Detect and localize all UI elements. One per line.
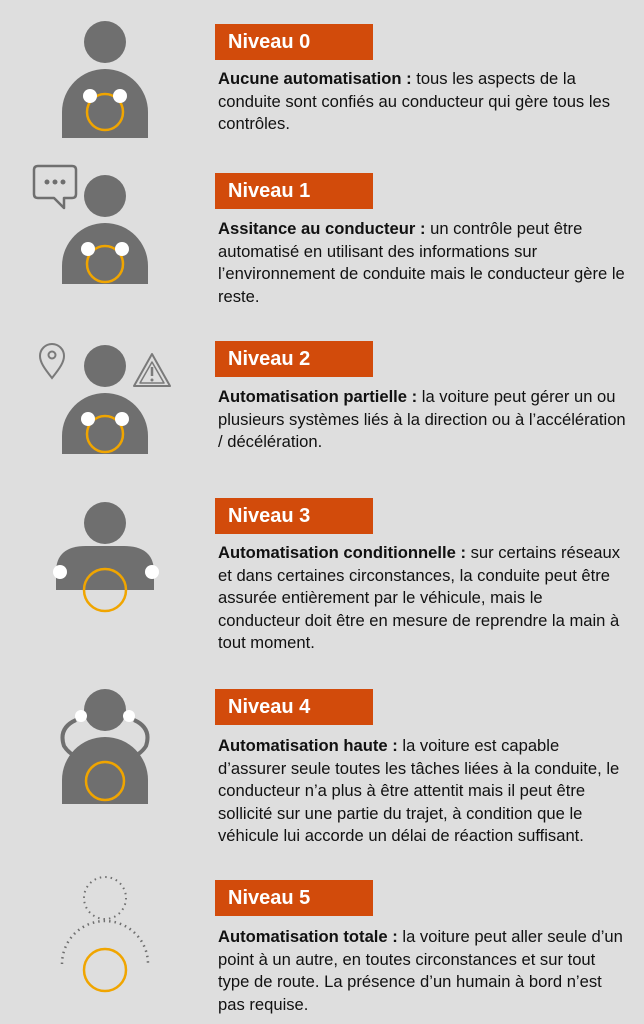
level-term: Automatisation partielle : xyxy=(218,387,418,406)
level-term: Assitance au conducteur : xyxy=(218,219,426,238)
level-badge: Niveau 2 xyxy=(215,341,373,377)
driver-hands-on-wheel-illustration xyxy=(30,160,190,300)
level-description xyxy=(218,68,628,136)
chat-bubble-icon xyxy=(34,166,76,208)
level-term: Automatisation haute : xyxy=(218,736,398,755)
warning-icon xyxy=(134,354,170,386)
level-description xyxy=(218,386,628,454)
level-description xyxy=(218,735,628,848)
level-text: la voiture est capable d’assurer seule toutes les tâches liées à la conduite, le conducteur n’a plus à être attentit mais il peut être sollicité sur une partie du trajet, à condition que le véhicule lui accorde un délai de réaction suffisant. xyxy=(218,736,620,845)
level-text: la voiture peut gérer un ou plusieurs systèmes liés à la direction ou à l’accélération / décélération. xyxy=(218,387,626,451)
driver-hands-on-wheel-illustration xyxy=(30,0,190,140)
no-driver-illustration xyxy=(30,868,190,1008)
driver-arms-folded-illustration xyxy=(30,680,190,820)
level-text: sur certains réseaux et dans certaines circonstances, la conduite peut être assurée entièrement par le véhicule, mais le conducteur doit être en mesure de reprendre la main à tout moment. xyxy=(218,543,621,652)
level-badge: Niveau 1 xyxy=(215,173,373,209)
level-badge: Niveau 3 xyxy=(215,498,373,534)
level-badge: Niveau 0 xyxy=(215,24,373,60)
level-term: Automatisation conditionnelle : xyxy=(218,543,466,562)
level-badge: Niveau 4 xyxy=(215,689,373,725)
level-term: Aucune automatisation : xyxy=(218,69,412,88)
level-badge: Niveau 5 xyxy=(215,880,373,916)
level-term: Automatisation totale : xyxy=(218,927,398,946)
level-text: tous les aspects de la conduite sont confiés au conducteur qui gère tous les contrôles. xyxy=(218,69,611,133)
driver-hands-on-wheel-illustration xyxy=(30,330,190,470)
level-description xyxy=(218,926,628,1016)
level-description xyxy=(218,542,628,655)
driver-hands-off-wheel-illustration xyxy=(30,490,190,630)
level-text: un contrôle peut être automatisé en utilisant des informations sur l’environnement de conduite mais le conducteur gère le reste. xyxy=(218,219,625,306)
level-description xyxy=(218,218,628,308)
level-text: la voiture peut aller seule d’un point à un autre, en toutes circonstances et sur tout type de route. La présence d’un humain à bord n’est pas requise. xyxy=(218,927,623,1014)
location-pin-icon xyxy=(40,344,64,378)
